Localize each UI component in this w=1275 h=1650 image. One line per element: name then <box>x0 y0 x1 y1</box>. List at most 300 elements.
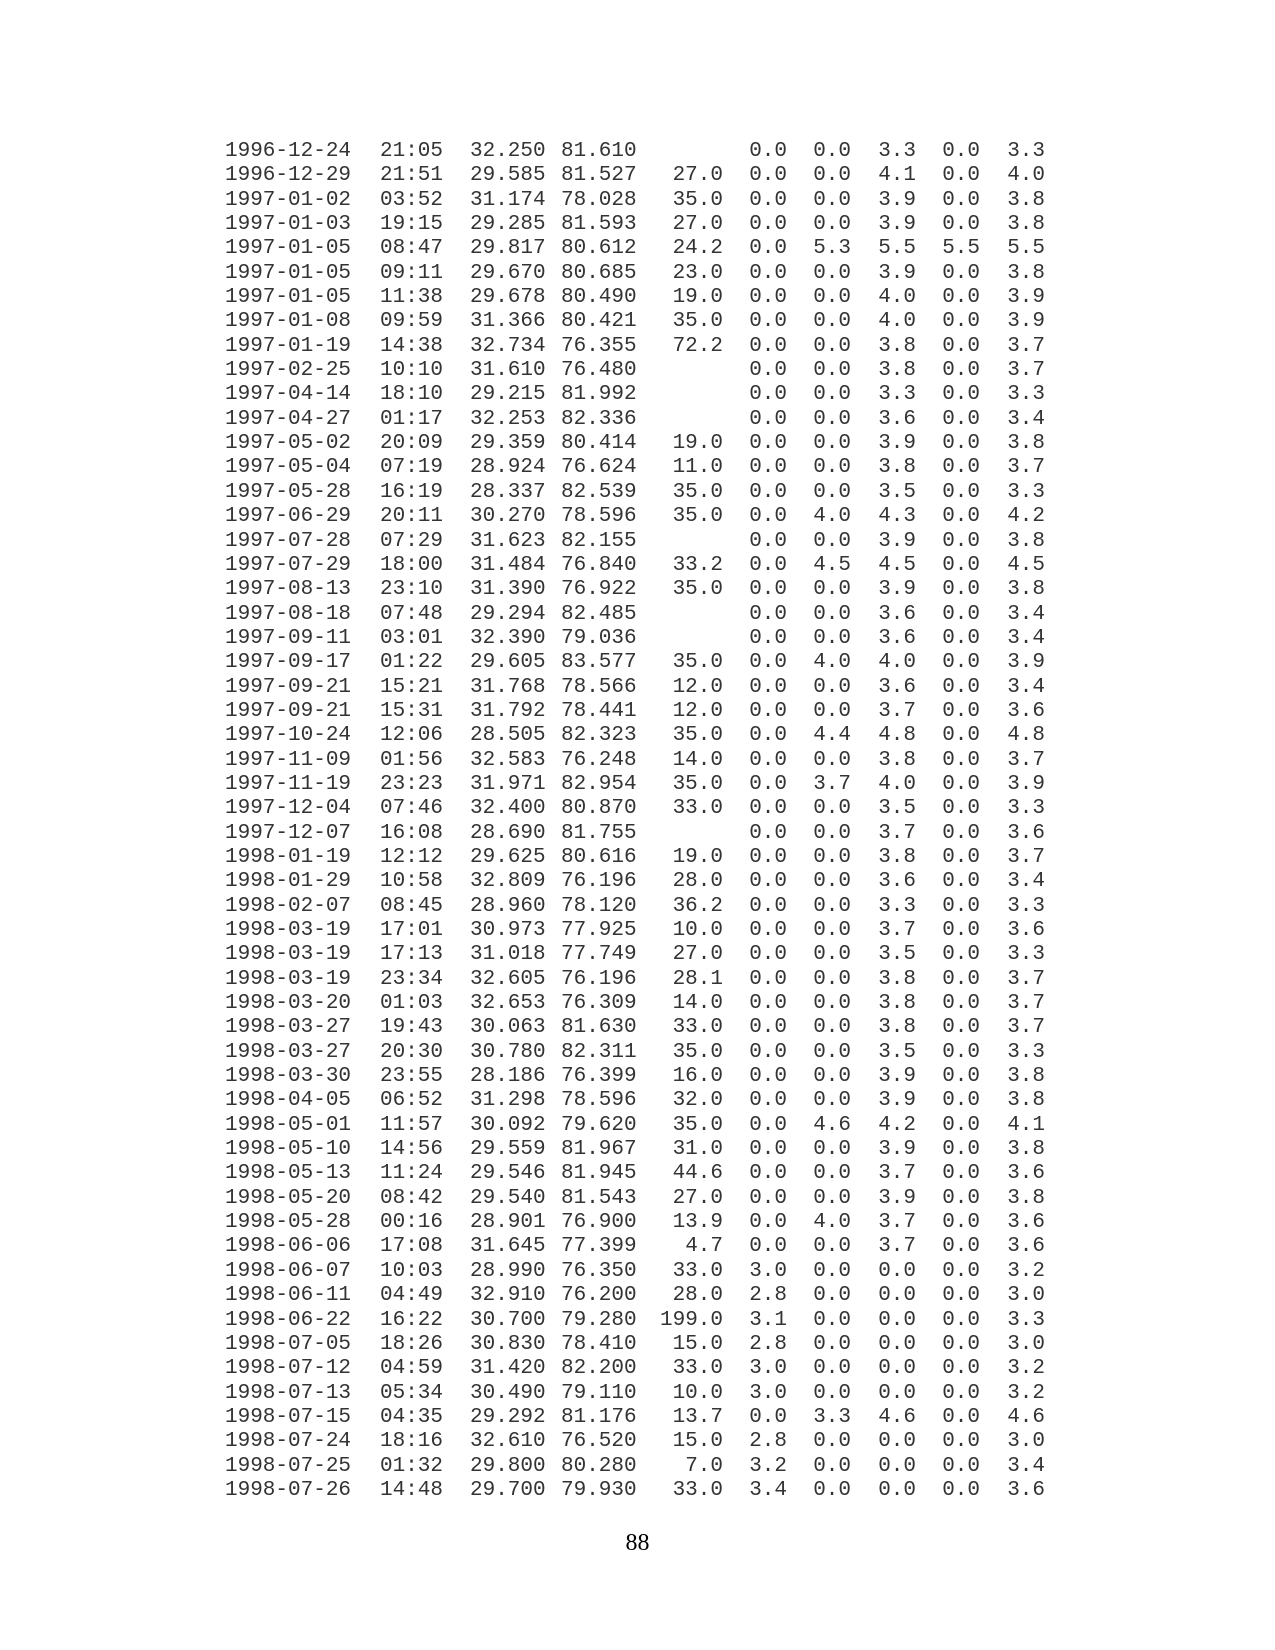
cell-col5: 0.0 <box>749 1016 787 1040</box>
cell-col7: 0.0 <box>878 1284 916 1308</box>
cell-col8: 0.0 <box>942 1454 980 1478</box>
cell-time: 16:19 <box>380 480 444 504</box>
cell-date: 1998-06-06 <box>225 1235 352 1259</box>
cell-col8: 0.0 <box>942 797 980 821</box>
cell-longitude: 79.930 <box>561 1478 637 1502</box>
cell-latitude: 28.924 <box>470 456 546 480</box>
cell-col8: 0.0 <box>942 286 980 310</box>
cell-col8: 0.0 <box>942 1113 980 1137</box>
cell-col6: 4.6 <box>813 1113 851 1137</box>
cell-depth: 19.0 <box>672 845 723 869</box>
cell-time: 01:17 <box>380 407 444 431</box>
cell-col5: 0.0 <box>749 1089 787 1113</box>
cell-col7: 3.9 <box>878 432 916 456</box>
cell-col6: 0.0 <box>813 894 851 918</box>
cell-depth: 35.0 <box>672 651 723 675</box>
cell-col6: 0.0 <box>813 213 851 237</box>
cell-longitude: 78.410 <box>561 1332 637 1356</box>
cell-col6: 0.0 <box>813 626 851 650</box>
cell-col7: 3.7 <box>878 699 916 723</box>
cell-col8: 0.0 <box>942 529 980 553</box>
cell-date: 1998-03-27 <box>225 1040 352 1064</box>
cell-time: 23:23 <box>380 772 444 796</box>
cell-depth: 32.0 <box>672 1089 723 1113</box>
cell-depth: 36.2 <box>672 894 723 918</box>
cell-col8: 0.0 <box>942 870 980 894</box>
cell-longitude: 82.539 <box>561 480 637 504</box>
cell-col7: 0.0 <box>878 1381 916 1405</box>
cell-col8: 0.0 <box>942 626 980 650</box>
cell-col9: 3.4 <box>1007 870 1045 894</box>
cell-longitude: 83.577 <box>561 651 637 675</box>
cell-longitude: 76.900 <box>561 1211 637 1235</box>
cell-date: 1997-11-09 <box>225 748 352 772</box>
table-row <box>225 286 1055 310</box>
cell-date: 1998-03-19 <box>225 919 352 942</box>
cell-col7: 4.0 <box>878 772 916 796</box>
cell-col8: 0.0 <box>942 432 980 456</box>
cell-longitude: 77.399 <box>561 1235 637 1259</box>
cell-col9: 4.2 <box>1007 505 1045 529</box>
cell-longitude: 78.596 <box>561 1089 637 1113</box>
cell-latitude: 28.990 <box>470 1259 546 1283</box>
cell-depth: 28.0 <box>672 870 723 894</box>
cell-col8: 0.0 <box>942 1235 980 1259</box>
cell-col6: 0.0 <box>813 407 851 431</box>
cell-longitude: 77.925 <box>561 919 637 942</box>
cell-col9: 3.7 <box>1007 456 1045 480</box>
cell-col9: 3.3 <box>1007 943 1045 967</box>
cell-col8: 0.0 <box>942 1016 980 1040</box>
cell-latitude: 30.490 <box>470 1381 546 1405</box>
cell-latitude: 29.817 <box>470 237 546 261</box>
cell-col9: 3.8 <box>1007 578 1045 602</box>
cell-col8: 0.0 <box>942 821 980 845</box>
cell-col5: 0.0 <box>749 1211 787 1235</box>
cell-date: 1997-01-05 <box>225 261 352 285</box>
cell-time: 16:08 <box>380 821 444 845</box>
cell-longitude: 80.414 <box>561 432 637 456</box>
cell-date: 1998-07-12 <box>225 1357 352 1381</box>
cell-col5: 0.0 <box>749 529 787 553</box>
cell-col6: 0.0 <box>813 1381 851 1405</box>
cell-col7: 4.0 <box>878 651 916 675</box>
cell-col6: 0.0 <box>813 1186 851 1210</box>
cell-col7: 3.7 <box>878 1162 916 1186</box>
cell-col5: 0.0 <box>749 456 787 480</box>
table-row <box>225 1041 1055 1065</box>
cell-date: 1998-04-05 <box>225 1089 352 1113</box>
cell-col8: 0.0 <box>942 1065 980 1089</box>
cell-col6: 0.0 <box>813 1284 851 1308</box>
table-row <box>225 968 1055 992</box>
cell-col6: 0.0 <box>813 359 851 383</box>
table-row <box>225 481 1055 505</box>
cell-date: 1996-12-29 <box>225 164 352 188</box>
cell-col5: 0.0 <box>749 578 787 602</box>
table-row <box>225 456 1055 480</box>
cell-longitude: 81.176 <box>561 1405 637 1429</box>
cell-latitude: 31.792 <box>470 699 546 723</box>
cell-latitude: 28.337 <box>470 480 546 504</box>
cell-longitude: 76.840 <box>561 553 637 577</box>
cell-latitude: 29.559 <box>470 1138 546 1162</box>
cell-time: 03:01 <box>380 626 444 650</box>
cell-col6: 0.0 <box>813 1430 851 1454</box>
cell-time: 23:10 <box>380 578 444 602</box>
cell-col7: 0.0 <box>878 1332 916 1356</box>
cell-time: 03:52 <box>380 188 444 212</box>
cell-col8: 0.0 <box>942 724 980 748</box>
table-row <box>225 383 1055 407</box>
cell-col6: 3.3 <box>813 1405 851 1429</box>
cell-col6: 0.0 <box>813 140 851 163</box>
cell-depth: 31.0 <box>672 1138 723 1162</box>
cell-time: 07:48 <box>380 602 444 626</box>
cell-time: 17:01 <box>380 919 444 942</box>
cell-latitude: 31.366 <box>470 310 546 334</box>
cell-col9: 3.4 <box>1007 626 1045 650</box>
cell-time: 01:56 <box>380 748 444 772</box>
cell-col9: 3.2 <box>1007 1259 1045 1283</box>
cell-time: 09:11 <box>380 261 444 285</box>
table-row <box>225 1114 1055 1138</box>
cell-date: 1997-05-04 <box>225 456 352 480</box>
cell-col8: 0.0 <box>942 699 980 723</box>
cell-longitude: 76.922 <box>561 578 637 602</box>
cell-longitude: 81.945 <box>561 1162 637 1186</box>
cell-col9: 4.6 <box>1007 1405 1045 1429</box>
cell-longitude: 77.749 <box>561 943 637 967</box>
cell-col8: 0.0 <box>942 1186 980 1210</box>
cell-depth: 13.7 <box>672 1405 723 1429</box>
cell-col7: 3.5 <box>878 480 916 504</box>
cell-depth: 27.0 <box>672 213 723 237</box>
cell-col5: 0.0 <box>749 310 787 334</box>
cell-col5: 0.0 <box>749 334 787 358</box>
table-row <box>225 992 1055 1016</box>
cell-longitude: 81.967 <box>561 1138 637 1162</box>
cell-col8: 0.0 <box>942 1138 980 1162</box>
cell-date: 1998-03-19 <box>225 943 352 967</box>
cell-longitude: 78.120 <box>561 894 637 918</box>
cell-col9: 3.4 <box>1007 602 1045 626</box>
cell-col9: 3.4 <box>1007 407 1045 431</box>
cell-latitude: 31.971 <box>470 772 546 796</box>
table-row <box>225 846 1055 870</box>
cell-date: 1997-09-21 <box>225 699 352 723</box>
cell-col8: 0.0 <box>942 602 980 626</box>
cell-time: 01:03 <box>380 992 444 1016</box>
cell-col8: 0.0 <box>942 943 980 967</box>
cell-col6: 0.0 <box>813 1016 851 1040</box>
cell-col9: 5.5 <box>1007 237 1045 261</box>
table-row <box>225 773 1055 797</box>
table-row <box>225 335 1055 359</box>
cell-time: 17:13 <box>380 943 444 967</box>
cell-longitude: 81.593 <box>561 213 637 237</box>
cell-col8: 0.0 <box>942 1478 980 1502</box>
cell-col7: 3.9 <box>878 578 916 602</box>
cell-col8: 0.0 <box>942 919 980 942</box>
cell-date: 1998-07-05 <box>225 1332 352 1356</box>
cell-col5: 3.0 <box>749 1259 787 1283</box>
cell-col5: 0.0 <box>749 188 787 212</box>
cell-latitude: 30.092 <box>470 1113 546 1137</box>
cell-date: 1997-02-25 <box>225 359 352 383</box>
cell-time: 10:03 <box>380 1259 444 1283</box>
table-row <box>225 1284 1055 1308</box>
cell-depth: 35.0 <box>672 310 723 334</box>
cell-col5: 0.0 <box>749 1162 787 1186</box>
cell-col8: 0.0 <box>942 748 980 772</box>
cell-col5: 0.0 <box>749 140 787 163</box>
table-row <box>225 1333 1055 1357</box>
cell-longitude: 80.870 <box>561 797 637 821</box>
table-row <box>225 1211 1055 1235</box>
cell-col8: 0.0 <box>942 164 980 188</box>
cell-col7: 3.3 <box>878 894 916 918</box>
cell-longitude: 76.248 <box>561 748 637 772</box>
cell-col5: 0.0 <box>749 164 787 188</box>
cell-longitude: 80.421 <box>561 310 637 334</box>
cell-depth: 10.0 <box>672 919 723 942</box>
cell-latitude: 28.901 <box>470 1211 546 1235</box>
table-row <box>225 1382 1055 1406</box>
cell-longitude: 82.200 <box>561 1357 637 1381</box>
cell-depth: 33.0 <box>672 1259 723 1283</box>
cell-col6: 0.0 <box>813 919 851 942</box>
cell-depth: 35.0 <box>672 724 723 748</box>
cell-col6: 0.0 <box>813 699 851 723</box>
cell-col9: 3.9 <box>1007 651 1045 675</box>
cell-col6: 0.0 <box>813 1478 851 1502</box>
table-row <box>225 578 1055 602</box>
cell-longitude: 81.992 <box>561 383 637 407</box>
cell-col5: 0.0 <box>749 651 787 675</box>
cell-latitude: 29.285 <box>470 213 546 237</box>
cell-time: 20:09 <box>380 432 444 456</box>
cell-col7: 3.8 <box>878 1016 916 1040</box>
cell-date: 1997-01-08 <box>225 310 352 334</box>
cell-col6: 0.0 <box>813 1308 851 1332</box>
cell-latitude: 32.653 <box>470 992 546 1016</box>
cell-col8: 0.0 <box>942 456 980 480</box>
cell-col5: 0.0 <box>749 383 787 407</box>
cell-col7: 4.3 <box>878 505 916 529</box>
cell-col8: 0.0 <box>942 578 980 602</box>
cell-depth: 199.0 <box>659 1308 723 1332</box>
cell-depth: 35.0 <box>672 1040 723 1064</box>
table-row <box>225 554 1055 578</box>
cell-longitude: 81.610 <box>561 140 637 163</box>
cell-latitude: 31.018 <box>470 943 546 967</box>
cell-latitude: 30.270 <box>470 505 546 529</box>
cell-latitude: 28.186 <box>470 1065 546 1089</box>
cell-col8: 0.0 <box>942 1357 980 1381</box>
cell-date: 1997-07-29 <box>225 553 352 577</box>
cell-col5: 0.0 <box>749 894 787 918</box>
cell-latitude: 29.546 <box>470 1162 546 1186</box>
cell-col7: 3.5 <box>878 943 916 967</box>
cell-latitude: 31.484 <box>470 553 546 577</box>
table-row <box>225 237 1055 261</box>
cell-col5: 0.0 <box>749 286 787 310</box>
cell-longitude: 79.280 <box>561 1308 637 1332</box>
table-row <box>225 749 1055 773</box>
cell-latitude: 32.605 <box>470 967 546 991</box>
cell-col9: 3.0 <box>1007 1332 1045 1356</box>
cell-date: 1997-10-24 <box>225 724 352 748</box>
cell-date: 1997-04-27 <box>225 407 352 431</box>
cell-depth: 28.0 <box>672 1284 723 1308</box>
cell-date: 1998-03-30 <box>225 1065 352 1089</box>
cell-col7: 3.3 <box>878 140 916 163</box>
cell-latitude: 32.910 <box>470 1284 546 1308</box>
cell-longitude: 79.110 <box>561 1381 637 1405</box>
cell-col7: 3.6 <box>878 407 916 431</box>
cell-col7: 3.3 <box>878 383 916 407</box>
cell-col8: 0.0 <box>942 383 980 407</box>
cell-time: 11:24 <box>380 1162 444 1186</box>
table-row <box>225 1479 1055 1503</box>
cell-col5: 0.0 <box>749 870 787 894</box>
cell-col7: 3.8 <box>878 334 916 358</box>
cell-time: 14:48 <box>380 1478 444 1502</box>
cell-col5: 0.0 <box>749 553 787 577</box>
cell-col6: 0.0 <box>813 1332 851 1356</box>
cell-latitude: 29.540 <box>470 1186 546 1210</box>
cell-col7: 4.6 <box>878 1405 916 1429</box>
cell-col6: 4.5 <box>813 553 851 577</box>
cell-depth: 35.0 <box>672 188 723 212</box>
cell-col9: 3.6 <box>1007 1211 1045 1235</box>
cell-date: 1998-06-07 <box>225 1259 352 1283</box>
cell-col5: 0.0 <box>749 797 787 821</box>
cell-date: 1998-05-13 <box>225 1162 352 1186</box>
cell-col9: 3.4 <box>1007 1454 1045 1478</box>
cell-longitude: 78.566 <box>561 675 637 699</box>
cell-col5: 0.0 <box>749 1235 787 1259</box>
cell-col7: 4.2 <box>878 1113 916 1137</box>
cell-col5: 3.2 <box>749 1454 787 1478</box>
cell-col9: 4.0 <box>1007 164 1045 188</box>
cell-col6: 0.0 <box>813 1162 851 1186</box>
cell-latitude: 29.670 <box>470 261 546 285</box>
cell-depth: 13.9 <box>672 1211 723 1235</box>
table-row <box>225 1016 1055 1040</box>
cell-latitude: 29.678 <box>470 286 546 310</box>
cell-col6: 0.0 <box>813 602 851 626</box>
cell-col8: 0.0 <box>942 1089 980 1113</box>
cell-col8: 0.0 <box>942 845 980 869</box>
cell-col6: 4.0 <box>813 1211 851 1235</box>
cell-col6: 3.7 <box>813 772 851 796</box>
cell-col8: 0.0 <box>942 992 980 1016</box>
cell-col9: 3.3 <box>1007 480 1045 504</box>
cell-depth: 24.2 <box>672 237 723 261</box>
cell-latitude: 30.063 <box>470 1016 546 1040</box>
cell-col7: 3.7 <box>878 821 916 845</box>
cell-col7: 0.0 <box>878 1430 916 1454</box>
cell-col9: 3.2 <box>1007 1381 1045 1405</box>
cell-col8: 0.0 <box>942 188 980 212</box>
cell-col8: 0.0 <box>942 1381 980 1405</box>
cell-col9: 3.4 <box>1007 675 1045 699</box>
cell-col7: 3.9 <box>878 188 916 212</box>
table-row <box>225 1260 1055 1284</box>
cell-longitude: 76.520 <box>561 1430 637 1454</box>
cell-col6: 0.0 <box>813 1259 851 1283</box>
cell-col7: 3.8 <box>878 359 916 383</box>
cell-col6: 0.0 <box>813 845 851 869</box>
cell-col5: 0.0 <box>749 505 787 529</box>
cell-latitude: 31.298 <box>470 1089 546 1113</box>
cell-date: 1997-01-05 <box>225 286 352 310</box>
cell-latitude: 31.768 <box>470 675 546 699</box>
cell-date: 1996-12-24 <box>225 140 352 163</box>
cell-col7: 3.9 <box>878 1089 916 1113</box>
cell-col5: 0.0 <box>749 845 787 869</box>
cell-col6: 0.0 <box>813 480 851 504</box>
cell-depth: 28.1 <box>672 967 723 991</box>
cell-col7: 3.9 <box>878 1186 916 1210</box>
cell-time: 07:19 <box>380 456 444 480</box>
cell-col7: 3.8 <box>878 967 916 991</box>
cell-col9: 3.9 <box>1007 286 1045 310</box>
cell-col7: 0.0 <box>878 1259 916 1283</box>
cell-col9: 3.6 <box>1007 1162 1045 1186</box>
cell-depth: 15.0 <box>672 1430 723 1454</box>
cell-date: 1998-05-28 <box>225 1211 352 1235</box>
cell-col9: 3.6 <box>1007 1235 1045 1259</box>
cell-date: 1997-05-02 <box>225 432 352 456</box>
cell-latitude: 31.610 <box>470 359 546 383</box>
cell-depth: 27.0 <box>672 943 723 967</box>
cell-col9: 3.6 <box>1007 1478 1045 1502</box>
cell-latitude: 30.973 <box>470 919 546 942</box>
table-row <box>225 164 1055 188</box>
cell-latitude: 30.700 <box>470 1308 546 1332</box>
cell-col7: 4.0 <box>878 310 916 334</box>
cell-col9: 3.0 <box>1007 1430 1045 1454</box>
table-row <box>225 359 1055 383</box>
cell-col7: 3.7 <box>878 1211 916 1235</box>
cell-col7: 3.7 <box>878 919 916 942</box>
cell-date: 1997-11-19 <box>225 772 352 796</box>
cell-date: 1998-03-27 <box>225 1016 352 1040</box>
cell-col8: 0.0 <box>942 1040 980 1064</box>
cell-col7: 4.0 <box>878 286 916 310</box>
cell-col9: 4.5 <box>1007 553 1045 577</box>
table-row <box>225 530 1055 554</box>
cell-date: 1998-07-26 <box>225 1478 352 1502</box>
cell-col7: 3.6 <box>878 870 916 894</box>
cell-col7: 3.6 <box>878 602 916 626</box>
table-row <box>225 627 1055 651</box>
cell-col7: 3.9 <box>878 1065 916 1089</box>
cell-longitude: 76.624 <box>561 456 637 480</box>
cell-depth: 33.0 <box>672 1016 723 1040</box>
cell-time: 08:45 <box>380 894 444 918</box>
table-row <box>225 822 1055 846</box>
cell-longitude: 81.630 <box>561 1016 637 1040</box>
cell-col9: 3.3 <box>1007 140 1045 163</box>
cell-longitude: 82.323 <box>561 724 637 748</box>
cell-depth: 19.0 <box>672 286 723 310</box>
table-row <box>225 603 1055 627</box>
cell-date: 1997-12-07 <box>225 821 352 845</box>
